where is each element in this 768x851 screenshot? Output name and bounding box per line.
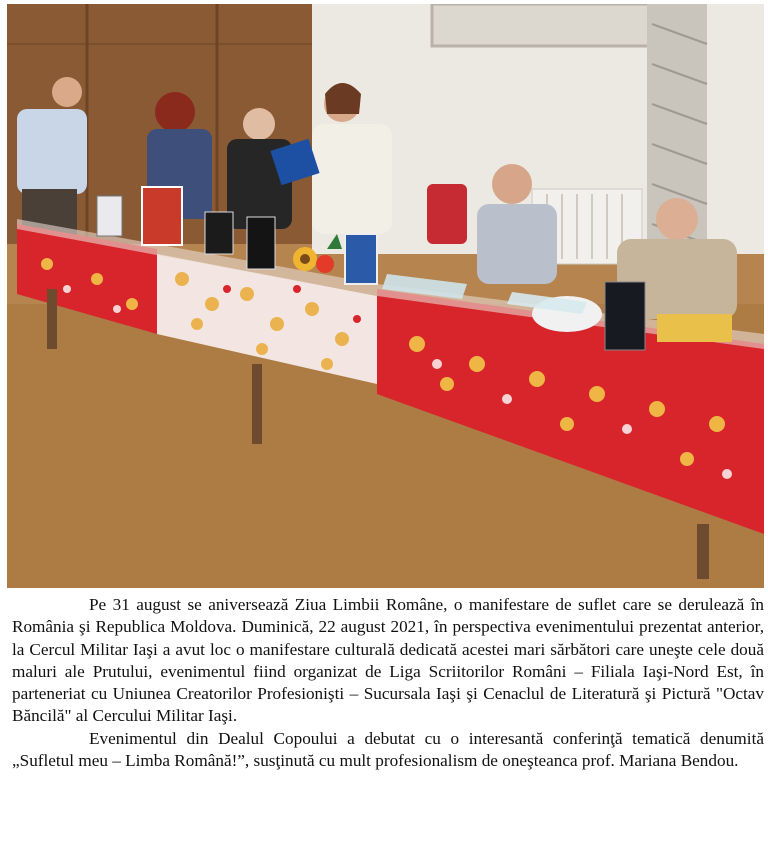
article-paragraph-1: Pe 31 august se aniversează Ziua Limbii Române, o manifestare de suflet care se derulează în România şi Republica Moldova. Duminică, 22 august 2021, în perspectiva evenimentului prezentat anterior, la Cercul Militar Iaşi a avut loc o manifestare culturală dedicată acestei mari sărbători care uneşte cele două maluri ale Prutului, evenimentul fiind organizat de Liga Scriitorilor Români – Filiala Iaşi-Nord Est, în parteneriat cu Uniunea Creatorilor Profesionişti – Sucursala Iaşi şi Cenaclul de Literatură şi Pictură "Octav Băncilă" al Cercului Militar Iaşi. [12, 595, 764, 726]
article-text [12, 594, 764, 772]
article-paragraph-2: Evenimentul din Dealul Copoului a debutat cu o interesantă conferinţă tematică denumită „Sufletul meu – Limba Română!”, susţinută cu mult profesionalism de oneşteanca prof. Mariana Bendou. [12, 728, 764, 771]
event-photo [7, 4, 764, 588]
